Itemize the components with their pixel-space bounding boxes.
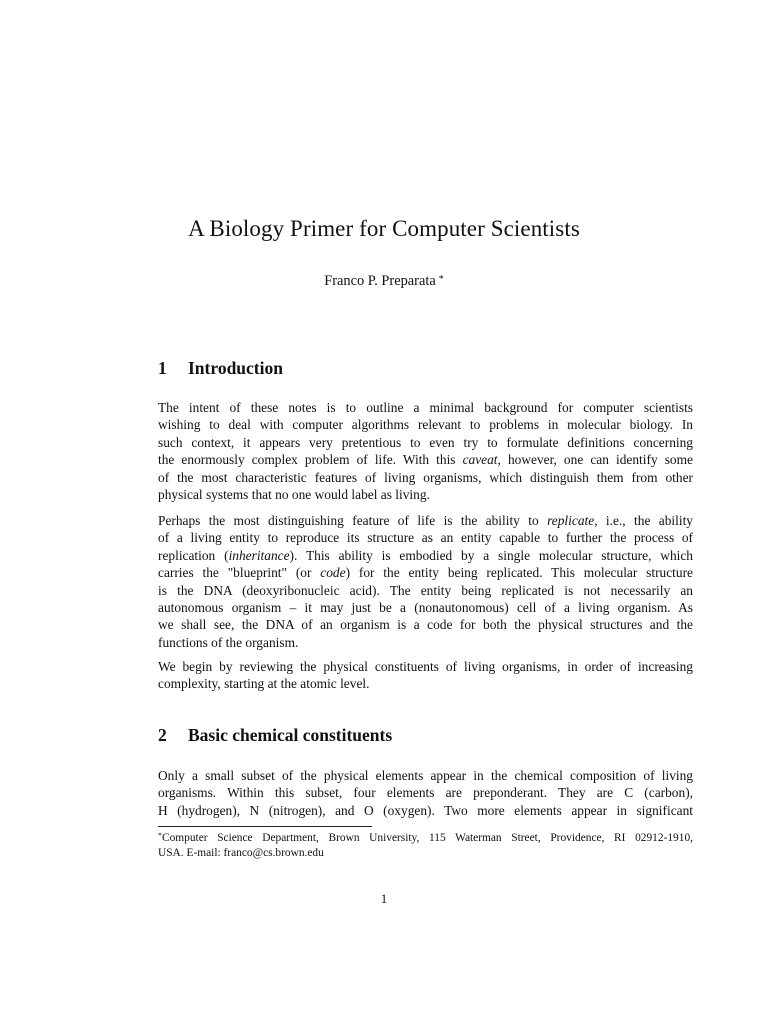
page-number: 1 xyxy=(380,891,388,906)
text-line: physical systems that no one would label as living. xyxy=(158,487,430,503)
section-title: Basic chemical constituents xyxy=(188,725,393,745)
text-line: such context, it appears very pretentious to even try to formulate definitions concerning xyxy=(158,434,693,450)
section-heading-basic-chemical-constituents xyxy=(158,724,392,746)
footnote-line xyxy=(158,828,693,846)
paragraph xyxy=(158,658,693,693)
text-line: complexity, starting at the atomic level. xyxy=(158,676,370,692)
section-title: Introduction xyxy=(188,358,283,378)
text-line: the enormously complex problem of life. With this caveat, however, one can identify some xyxy=(158,452,693,468)
emphasized-word: replicate xyxy=(547,513,595,528)
section-heading-introduction xyxy=(158,357,283,379)
author-name: Franco P. Preparata xyxy=(324,273,436,289)
text-line: H (hydrogen), N (nitrogen), and O (oxygen). Two more elements appear in significant xyxy=(158,802,693,818)
text-line: autonomous organism – it may just be a (nonautonomous) cell of a living organism. As xyxy=(158,600,693,616)
paragraph xyxy=(158,767,693,819)
paper-title: A Biology Primer for Computer Scientists xyxy=(188,216,580,241)
footnote-line: USA. E-mail: franco@cs.brown.edu xyxy=(158,847,324,859)
paragraph xyxy=(158,399,693,503)
author-line xyxy=(0,271,768,290)
text-line: The intent of these notes is to outline a minimal background for computer scientists xyxy=(158,400,693,415)
text-line: replication (inheritance). This ability is embodied by a single molecular structure, which xyxy=(158,547,693,563)
text-line: of the most characteristic features of living organisms, which distinguish them from other xyxy=(158,469,693,485)
section-number: 1 xyxy=(158,358,167,378)
author-footnote-mark: * xyxy=(438,274,444,285)
text-line: Only a small subset of the physical elements appear in the chemical composition of living xyxy=(158,768,693,783)
text-line: We begin by reviewing the physical constituents of living organisms, in order of increasing xyxy=(158,659,693,674)
footnote-rule xyxy=(158,826,372,827)
text-line: functions of the organism. xyxy=(158,634,299,650)
text-line: Perhaps the most distinguishing feature of life is the ability to replicate, i.e., the ability xyxy=(158,513,693,528)
emphasized-word: caveat xyxy=(462,452,498,468)
footnote xyxy=(158,828,693,861)
text-line: we shall see, the DNA of an organism is a code for both the physical structures and the xyxy=(158,617,693,633)
section-number: 2 xyxy=(158,725,167,745)
text-line: organisms. Within this subset, four elements are preponderant. They are C (carbon), xyxy=(158,785,693,801)
text-line: wishing to deal with computer algorithms relevant to problems in molecular biology. In xyxy=(158,417,693,433)
footnote-text: Computer Science Department, Brown University, 115 Waterman Street, Providence, RI 02912-1910, xyxy=(162,832,693,844)
text-line: carries the "blueprint" (or code) for the entity being replicated. This molecular structure xyxy=(158,565,693,581)
footnote-mark: * xyxy=(158,831,162,840)
emphasized-word: inheritance xyxy=(228,547,290,563)
paragraph xyxy=(158,512,693,651)
emphasized-word: code xyxy=(320,565,346,581)
text-line: of a living entity to reproduce its structure as an entity capable to further the process of xyxy=(158,530,693,546)
text-line: is the DNA (deoxyribonucleic acid). The entity being replicated is not necessarily an xyxy=(158,582,693,598)
